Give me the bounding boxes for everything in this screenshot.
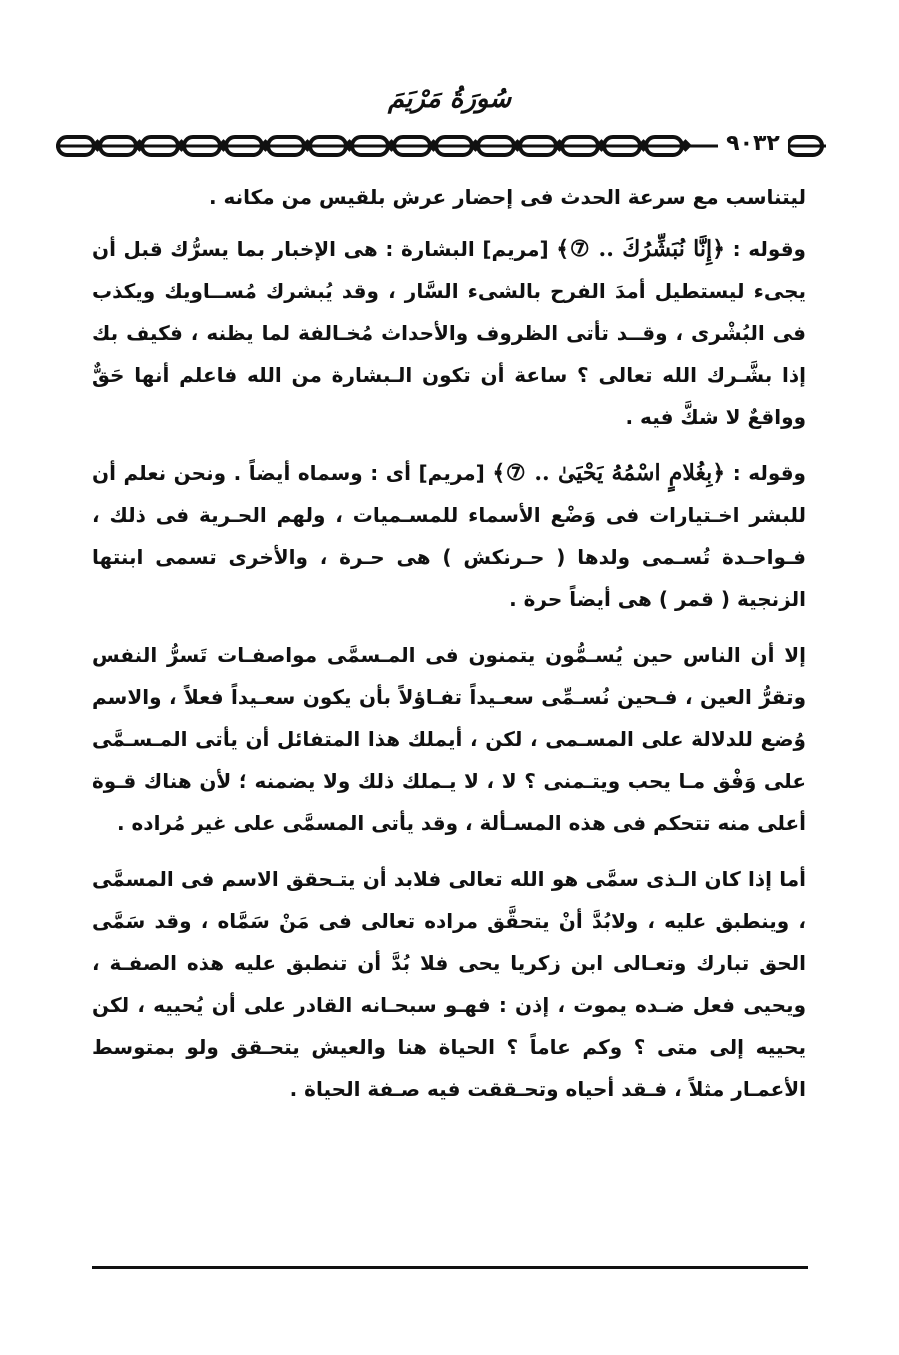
paragraph-prefix: وقوله : — [725, 461, 806, 485]
footer-rule — [92, 1266, 808, 1269]
paragraph-1 — [92, 176, 806, 218]
paragraph-text: إلا أن الناس حين يُسـمُّون يتمنون فى المـسمَّى مواصفـات تَسرُّ النفس وتقرُّ العين ، فـحين نُسـمِّى سعـيداً تفـاؤلاً بأن يكون سعـيداً فعلاً ، والاسم وُضع للدلالة على المسـمى ، لكن ، أيملك هذا المتفائل أن يأتى المـسـمَّى على وَفْق مـا يحب ويتـمنى ؟ لا ، لا يـملك ذلك ولا يضمنه ؛ لأن هناك قـوة أعلى منه تتحكم فى هذه المسـألة ، وقد يأتى المسمَّى على غير مُراده . — [92, 643, 806, 835]
surah-reference: [مريم] — [410, 461, 493, 485]
paragraph-text: البشارة : هى الإخبار بما يسرُّك قبل أن يجىء ليستطيل أمدَ الفرح بالشىء السَّار ، وقد يُبشرك مُســاويك ويكذب فى البُشْرى ، وقــد تأتى الظروف والأحداث مُخـالفة لما يظنه ، فكيف بك إذا بشَّـرك الله تعالى ؟ ساعة أن تكون الـبشارة من الله فاعلم أنها حَقٌّ وواقعٌ لا شكَّ فيه . — [92, 237, 806, 429]
surah-title: سُورَةُ مَرْيَمَ — [387, 84, 512, 114]
paragraph-4 — [92, 634, 806, 844]
main-text — [92, 176, 806, 1124]
page-number: ٩٠٣٢ — [718, 129, 788, 159]
quran-quote: ﴿بِغُلامٍ اسْمُهُ يَحْيَىٰ .. ⑦﴾ — [492, 460, 726, 486]
surah-reference: [مريم] — [474, 237, 557, 261]
paragraph-text: ليتناسب مع سرعة الحدث فى إحضار عرش بلقيس من مكانه . — [208, 185, 806, 209]
paragraph-2 — [92, 228, 806, 438]
paragraph-text: أما إذا كان الـذى سمَّى هو الله تعالى فلابد أن يتـحقق الاسم فى المسمَّى ، وينطبق عليه ، ولابُدَّ أنْ يتحقَّق مراده تعالى فى مَنْ سَمَّاه ، وقد سَمَّى الحق تبارك وتعـالى ابن زكريا يحى فلا بُدَّ أن تنطبق عليه هذه الصفـة ، ويحيى فعل ضـده يموت ، إذن : فهـو سبحـانه القادر على أن يُحييه ، لكن يحييه إلى متى ؟ وكم عاماً ؟ الحياة هنا والعيش يتحـقق ولو بمتوسط الأعمـار مثلاً ، فـقد أحياه وتحـققت فيه صـفة الحياة . — [92, 867, 806, 1101]
quran-quote: ﴿إِنَّا نُبَشِّرُكَ .. ⑦﴾ — [556, 236, 726, 262]
paragraph-3 — [92, 452, 806, 620]
decorative-border — [56, 133, 826, 159]
paragraph-text: أى : وسماه أيضاً . ونحن نعلم أن للبشر اخـتيارات فى وَضْع الأسماء للمسـميات ، ولهم الحـرية فى ذلك ، فـواحـدة تُسـمى ولدها ( حـرنكش ) هى حـرة ، والأخرى تسمى ابنتها الزنجية ( قمر ) هى أيضاً حرة . — [92, 461, 806, 611]
paragraph-5 — [92, 858, 806, 1110]
paragraph-prefix: وقوله : — [725, 237, 806, 261]
